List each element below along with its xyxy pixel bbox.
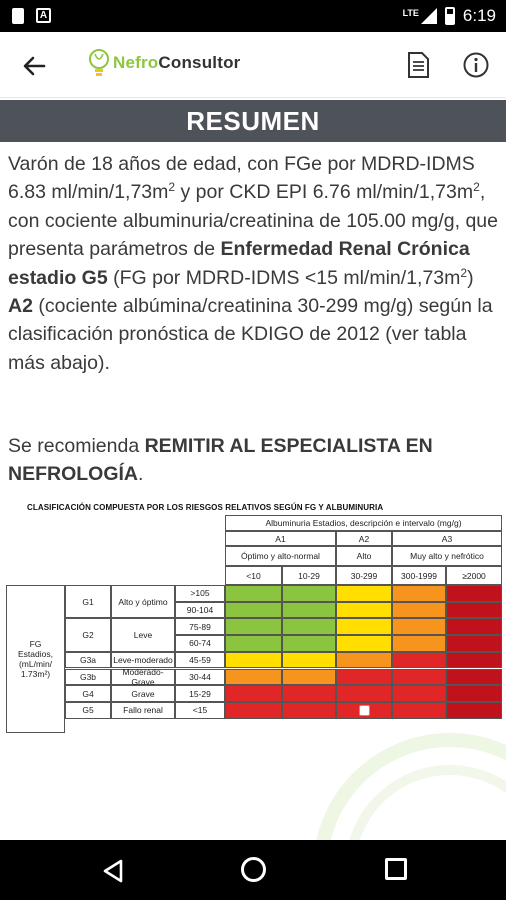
g-description: Fallo renal [111,702,175,719]
risk-cell [446,635,502,652]
clock: 6:19 [462,6,496,25]
g-range: 75-89 [175,618,225,635]
a-range: 300-1999 [392,566,446,585]
fg-label [6,585,65,733]
risk-cell [392,652,446,669]
diagnosis-stage: Enfermedad Renal Crónica estadio G5 [8,238,470,289]
risk-cell [225,702,282,719]
navigation-bar [0,840,506,900]
nav-back-icon[interactable] [100,858,126,884]
risk-cell [225,669,282,686]
logo-text-consultor: Consultor [158,53,241,72]
risk-cell [225,585,282,602]
g-range: 15-29 [175,685,225,702]
risk-cell [446,618,502,635]
risk-cell [446,652,502,669]
summary-part: y por CKD EPI 6.76 ml/min/1,73m [175,181,474,204]
summary-header: RESUMEN [0,100,506,142]
g-stage: G3b [65,669,111,686]
albuminuria-header: Albuminuria Estadios, descripción e intervalo (mg/g) [225,515,502,531]
albuminuria-stage: A2 [8,295,33,318]
g-stage: G3a [65,652,111,669]
risk-cell [392,602,446,619]
notification-a-icon: A [36,8,51,23]
fg-label-line: 1.73m²) [20,669,51,679]
summary-part: Varón de 18 años de edad, con FGe por MDRD-IDMS 6.83 ml/min/1,73m [8,153,475,204]
risk-cell [282,652,336,669]
summary-part: , con cociente albuminuria/creatinina de 105.00 mg/g, que presenta parámetros de [8,181,498,261]
a-description: Alto [336,546,392,566]
risk-cell [282,618,336,635]
a-description: Óptimo y alto-normal [225,546,336,566]
a-stage: A1 [225,531,336,546]
a-range: ≥2000 [446,566,502,585]
risk-cell [282,669,336,686]
summary-part: (FG por MDRD-IDMS <15 ml/min/1,73m [107,266,461,289]
g-range: <15 [175,702,225,719]
app-logo [88,48,240,78]
kdigo-title: CLASIFICACIÓN COMPUESTA POR LOS RIESGOS RELATIVOS SEGÚN FG Y ALBUMINURIA [27,503,384,512]
risk-cell [392,618,446,635]
superscript: 2 [168,180,176,195]
info-icon[interactable] [462,51,490,79]
recommendation-text [8,432,500,489]
fg-label-line: FG [29,639,42,649]
risk-cell [336,669,392,686]
risk-cell [282,585,336,602]
risk-cell [282,685,336,702]
risk-cell [225,602,282,619]
risk-cell [392,669,446,686]
app-toolbar [0,32,506,98]
notification-doc-icon [12,8,24,24]
risk-cell [225,652,282,669]
kdigo-classification-table [5,500,503,740]
g-stage: G5 [65,702,111,719]
nav-recents-icon[interactable] [385,858,407,880]
g-range: >105 [175,585,225,602]
risk-cell [225,618,282,635]
risk-cell [336,685,392,702]
a-range: 10-29 [282,566,336,585]
a-description: Muy alto y nefrótico [392,546,502,566]
battery-icon [445,7,455,25]
a-stage: A3 [392,531,502,546]
document-icon[interactable] [404,50,432,80]
risk-cell [336,635,392,652]
g-stage: G2 [65,618,111,651]
risk-cell [336,618,392,635]
g-description: Leve-moderado [111,652,175,669]
risk-cell [446,669,502,686]
risk-cell [336,652,392,669]
g-range: 30-44 [175,669,225,686]
patient-position-marker [359,705,370,716]
risk-cell [225,635,282,652]
summary-text [8,150,500,377]
risk-cell [446,602,502,619]
risk-cell [282,702,336,719]
risk-cell [392,685,446,702]
g-range: 45-59 [175,652,225,669]
risk-cell [392,702,446,719]
recommendation-action: REMITIR AL ESPECIALISTA EN NEFROLOGÍA [8,435,433,486]
g-description: Grave [111,685,175,702]
back-arrow-icon[interactable] [18,50,50,82]
summary-part: (cociente albúmina/creatinina 30-299 mg/g) según la clasificación pronóstica de KDIGO de 2012 (ver tabla más abajo). [8,295,493,374]
a-stage: A2 [336,531,392,546]
risk-cell [392,585,446,602]
risk-cell [446,585,502,602]
logo-bulb-icon [88,48,110,78]
risk-cell [336,585,392,602]
risk-cell [336,602,392,619]
status-bar [0,0,506,32]
risk-cell [336,702,392,719]
risk-cell [392,635,446,652]
risk-cell [282,602,336,619]
nav-home-icon[interactable] [241,857,266,882]
g-range: 60-74 [175,635,225,652]
g-description: Moderado-Grave [111,669,175,686]
fg-label-line: Estadios, [18,649,53,659]
network-type: LTE [402,8,419,18]
g-stage: G1 [65,585,111,618]
superscript: 2 [460,265,468,280]
risk-cell [282,635,336,652]
logo-text-nefro: Nefro [113,53,159,72]
recommendation-suffix: . [138,463,144,486]
superscript: 2 [473,180,480,195]
g-description: Leve [111,618,175,651]
risk-cell [225,685,282,702]
risk-cell [446,702,502,719]
a-range: 30-299 [336,566,392,585]
fg-label-line: (mL/min/ [18,659,53,669]
recommendation-prefix: Se recomienda [8,435,145,457]
summary-part: ) [467,266,474,289]
a-range: <10 [225,566,282,585]
signal-icon [421,8,437,24]
risk-cell [446,685,502,702]
g-description: Alto y óptimo [111,585,175,618]
g-range: 90-104 [175,602,225,619]
g-stage: G4 [65,685,111,702]
